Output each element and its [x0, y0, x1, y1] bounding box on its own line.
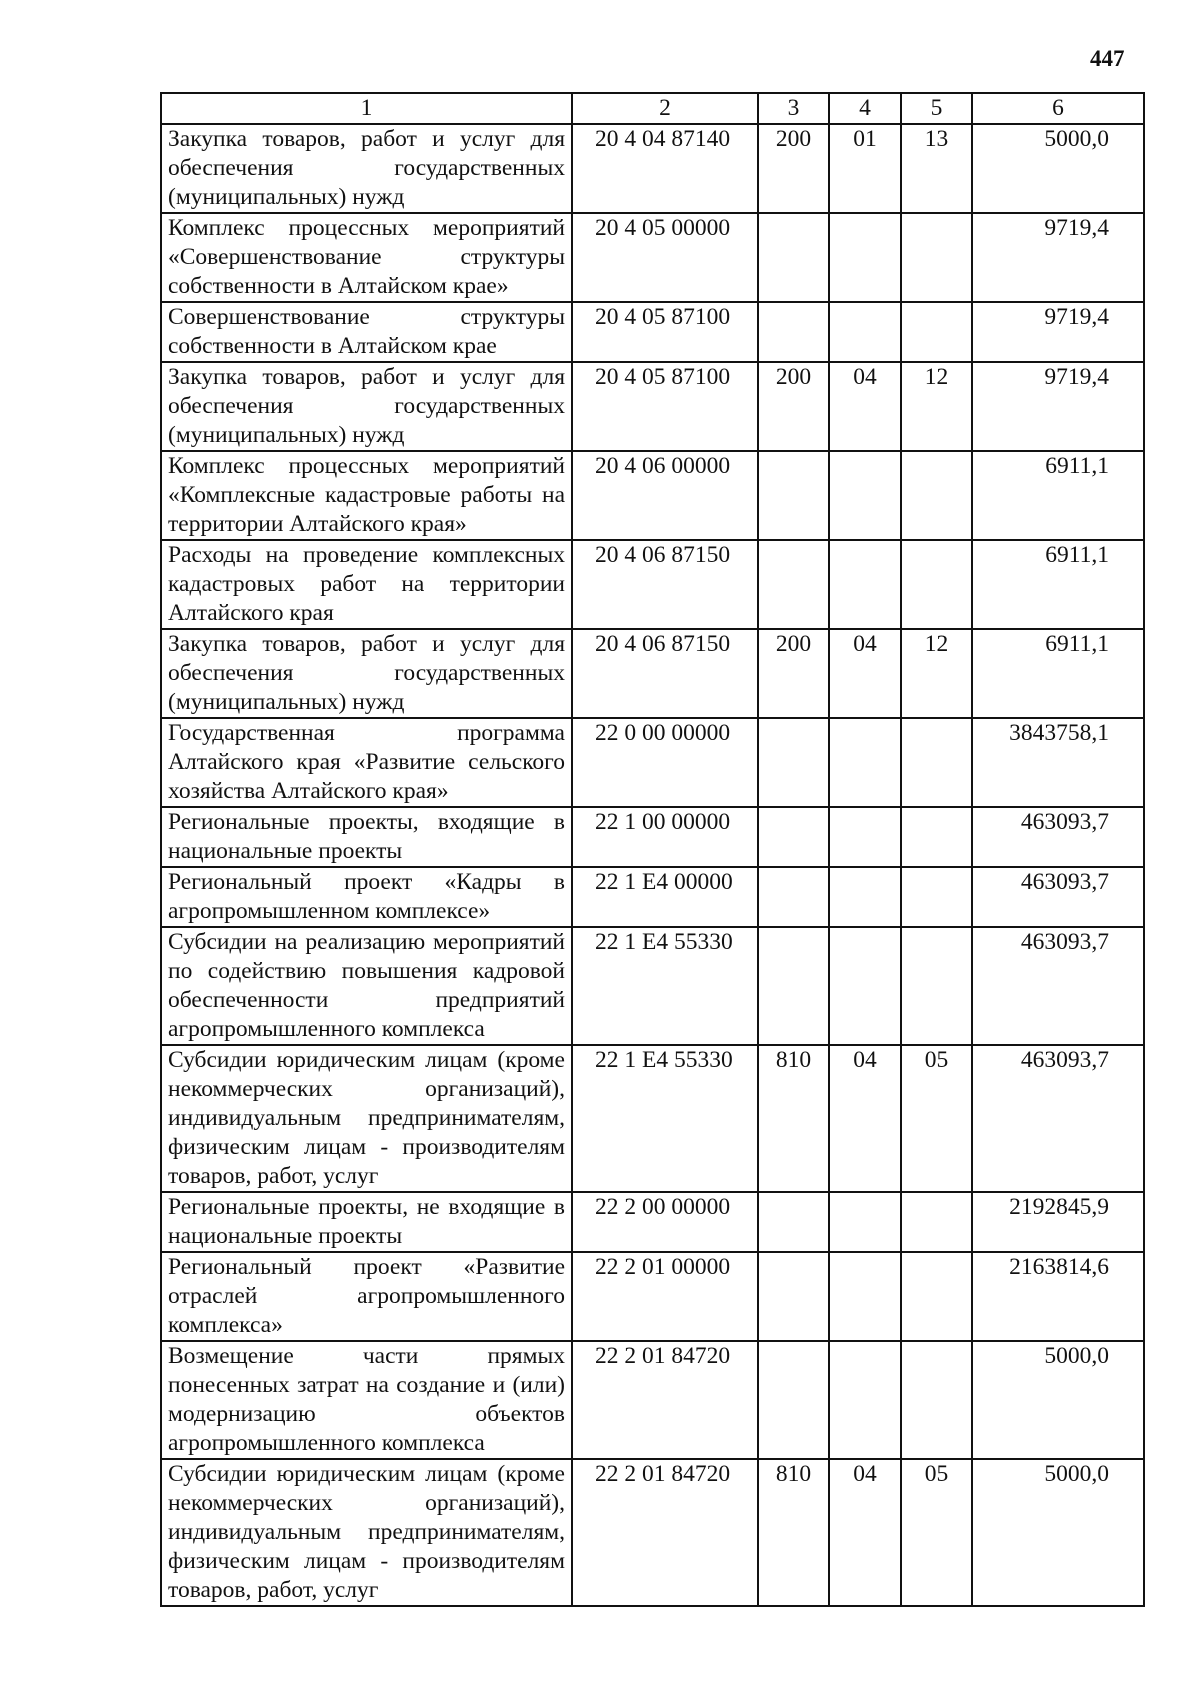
row-vr-cell [758, 451, 829, 540]
row-sum-cell: 9719,4 [972, 213, 1144, 302]
header-cell-2: 2 [572, 93, 758, 124]
row-vr-cell [758, 302, 829, 362]
row-rz-cell: 01 [829, 124, 901, 213]
row-code-cell: 22 1 Е4 00000 [572, 867, 758, 927]
row-sum-cell: 5000,0 [972, 124, 1144, 213]
row-vr-cell: 200 [758, 124, 829, 213]
row-vr-cell [758, 927, 829, 1045]
row-sum-cell: 2163814,6 [972, 1252, 1144, 1341]
row-vr-cell: 200 [758, 629, 829, 718]
row-pr-cell [901, 540, 972, 629]
budget-table [160, 92, 1145, 1607]
table-row [161, 302, 1144, 362]
header-cell-4: 4 [829, 93, 901, 124]
row-rz-cell [829, 718, 901, 807]
row-vr-cell [758, 867, 829, 927]
row-name-cell: Региональные проекты, входящие в национальные проекты [161, 807, 572, 867]
row-vr-cell: 200 [758, 362, 829, 451]
row-name-cell: Закупка товаров, работ и услуг для обеспечения государственных (муниципальных) нужд [161, 124, 572, 213]
row-sum-cell: 2192845,9 [972, 1192, 1144, 1252]
table-row [161, 807, 1144, 867]
row-code-cell: 22 2 01 84720 [572, 1341, 758, 1459]
row-rz-cell: 04 [829, 629, 901, 718]
row-sum-cell: 6911,1 [972, 540, 1144, 629]
row-sum-cell: 463093,7 [972, 867, 1144, 927]
row-code-cell: 20 4 06 87150 [572, 629, 758, 718]
row-name-cell: Комплекс процессных мероприятий «Комплексные кадастровые работы на территории Алтайского края» [161, 451, 572, 540]
row-name-cell: Региональный проект «Кадры в агропромышленном комплексе» [161, 867, 572, 927]
row-name-cell: Региональный проект «Развитие отраслей агропромышленного комплекса» [161, 1252, 572, 1341]
row-rz-cell [829, 213, 901, 302]
row-name-cell: Возмещение части прямых понесенных затрат на создание и (или) модернизацию объектов агропромышленного комплекса [161, 1341, 572, 1459]
row-sum-cell: 463093,7 [972, 927, 1144, 1045]
table-row [161, 1459, 1144, 1606]
page-number: 447 [1090, 46, 1125, 71]
row-name-cell: Совершенствование структуры собственности в Алтайском крае [161, 302, 572, 362]
row-code-cell: 22 2 01 00000 [572, 1252, 758, 1341]
row-vr-cell [758, 807, 829, 867]
row-vr-cell [758, 1341, 829, 1459]
row-sum-cell: 463093,7 [972, 807, 1144, 867]
row-rz-cell: 04 [829, 362, 901, 451]
row-rz-cell: 04 [829, 1459, 901, 1606]
row-rz-cell [829, 867, 901, 927]
row-rz-cell [829, 451, 901, 540]
row-pr-cell: 12 [901, 629, 972, 718]
row-vr-cell [758, 718, 829, 807]
row-code-cell: 20 4 05 87100 [572, 362, 758, 451]
header-cell-3: 3 [758, 93, 829, 124]
row-rz-cell [829, 1341, 901, 1459]
row-name-cell: Субсидии юридическим лицам (кроме некоммерческих организаций), индивидуальным предпринимателям, физическим лицам - производителям товаров, работ, услуг [161, 1459, 572, 1606]
table-row [161, 1252, 1144, 1341]
row-sum-cell: 463093,7 [972, 1045, 1144, 1192]
row-code-cell: 22 1 Е4 55330 [572, 1045, 758, 1192]
row-pr-cell [901, 1252, 972, 1341]
header-cell-1: 1 [161, 93, 572, 124]
row-name-cell: Комплекс процессных мероприятий «Совершенствование структуры собственности в Алтайском крае» [161, 213, 572, 302]
table-row [161, 867, 1144, 927]
row-rz-cell [829, 927, 901, 1045]
row-rz-cell: 04 [829, 1045, 901, 1192]
table-header-row [161, 93, 1144, 124]
row-pr-cell: 12 [901, 362, 972, 451]
row-code-cell: 22 1 Е4 55330 [572, 927, 758, 1045]
row-pr-cell [901, 1341, 972, 1459]
row-code-cell: 20 4 05 00000 [572, 213, 758, 302]
table-row [161, 124, 1144, 213]
row-rz-cell [829, 807, 901, 867]
row-vr-cell [758, 540, 829, 629]
row-name-cell: Государственная программа Алтайского края «Развитие сельского хозяйства Алтайского края» [161, 718, 572, 807]
row-sum-cell: 5000,0 [972, 1459, 1144, 1606]
row-rz-cell [829, 1252, 901, 1341]
row-pr-cell [901, 302, 972, 362]
row-name-cell: Расходы на проведение комплексных кадастровых работ на территории Алтайского края [161, 540, 572, 629]
row-code-cell: 22 2 01 84720 [572, 1459, 758, 1606]
table-body [161, 93, 1144, 1606]
row-name-cell: Региональные проекты, не входящие в национальные проекты [161, 1192, 572, 1252]
row-code-cell: 20 4 06 00000 [572, 451, 758, 540]
row-vr-cell [758, 213, 829, 302]
table-row [161, 927, 1144, 1045]
row-code-cell: 22 1 00 00000 [572, 807, 758, 867]
row-vr-cell: 810 [758, 1459, 829, 1606]
row-pr-cell [901, 718, 972, 807]
table-row [161, 629, 1144, 718]
row-sum-cell: 6911,1 [972, 629, 1144, 718]
row-pr-cell [901, 927, 972, 1045]
row-name-cell: Закупка товаров, работ и услуг для обеспечения государственных (муниципальных) нужд [161, 629, 572, 718]
row-sum-cell: 6911,1 [972, 451, 1144, 540]
row-code-cell: 22 0 00 00000 [572, 718, 758, 807]
row-vr-cell: 810 [758, 1045, 829, 1192]
row-sum-cell: 9719,4 [972, 362, 1144, 451]
row-name-cell: Субсидии на реализацию мероприятий по содействию повышения кадровой обеспеченности предприятий агропромышленного комплекса [161, 927, 572, 1045]
row-pr-cell [901, 213, 972, 302]
table-row [161, 718, 1144, 807]
header-cell-5: 5 [901, 93, 972, 124]
table-row [161, 1192, 1144, 1252]
row-pr-cell [901, 807, 972, 867]
table-row [161, 540, 1144, 629]
table-row [161, 451, 1144, 540]
row-pr-cell: 05 [901, 1045, 972, 1192]
row-code-cell: 20 4 06 87150 [572, 540, 758, 629]
row-pr-cell [901, 867, 972, 927]
row-rz-cell [829, 1192, 901, 1252]
table-row [161, 1045, 1144, 1192]
table-row [161, 1341, 1144, 1459]
row-rz-cell [829, 540, 901, 629]
row-rz-cell [829, 302, 901, 362]
row-vr-cell [758, 1192, 829, 1252]
row-sum-cell: 5000,0 [972, 1341, 1144, 1459]
row-pr-cell: 05 [901, 1459, 972, 1606]
row-pr-cell [901, 1192, 972, 1252]
header-cell-6: 6 [972, 93, 1144, 124]
table-row [161, 362, 1144, 451]
row-code-cell: 20 4 05 87100 [572, 302, 758, 362]
table-row [161, 213, 1144, 302]
row-pr-cell: 13 [901, 124, 972, 213]
row-pr-cell [901, 451, 972, 540]
row-name-cell: Субсидии юридическим лицам (кроме некоммерческих организаций), индивидуальным предпринимателям, физическим лицам - производителям товаров, работ, услуг [161, 1045, 572, 1192]
row-name-cell: Закупка товаров, работ и услуг для обеспечения государственных (муниципальных) нужд [161, 362, 572, 451]
row-sum-cell: 9719,4 [972, 302, 1144, 362]
row-sum-cell: 3843758,1 [972, 718, 1144, 807]
row-code-cell: 20 4 04 87140 [572, 124, 758, 213]
row-vr-cell [758, 1252, 829, 1341]
row-code-cell: 22 2 00 00000 [572, 1192, 758, 1252]
